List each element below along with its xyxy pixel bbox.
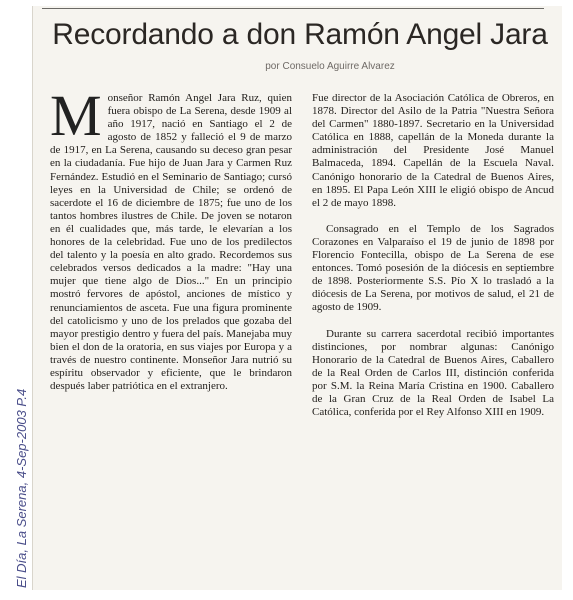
article-text: onseñor Ramón Angel Jara Ruz, quien fuera obispo de La Serena, desde 1909 al año 1917, nació en Santiago el 2 de agosto de 1852 y falleció el 9 de marzo de 1917, en La Serena, causando su deceso gran pesar en la ciudadanía. Fue hijo de Juan Jara y Carmen Ruz Fernández. Estudió en el Seminario de Santiago; cursó leyes en la Universidad de Chile; se ordenó de sacerdote el 16 de diciembre de 1875; fue uno de los tantos hombres ilustres de Chile. De joven se notaron en él cualidades que, más tarde, le elevarían a los honores de la celebridad. Fue uno de los predilectos del talento y la poesía en alto grado. Recordemos sus celebrados versos dedicados a la madre: "Hay una mujer que tiene algo de Dios..." En un principio mostró fervores de apóstol, anciones de místico y renunciamientos de asceta. Fue una figura prominente del catolicismo y uno de los prelados que gozaba del mayor prestigio dentro y fuera del país. Manejaba muy bien el don de la oratoria, en sus viajes por Europa y a través de nuestro continente. Monseñor Jara nutrió su espíritu observador y eficiente, que le brindaron después laber patriótica en el extranjero. [50, 92, 292, 393]
article-column-right [312, 92, 554, 432]
article-paragraph: Consagrado en el Templo de los Sagrados Corazones en Valparaíso el 19 de junio de 1898 por Florencio Fontecilla, obispo de La Serena de ese entonces. Tomó posesión de la diócesis en septiembre de 1898. Posteriormente S.S. Pío X lo trasladó a la diócesis de La Serena, por motivos de salud, el 21 de agosto de 1909. [312, 222, 554, 314]
article-column-left [50, 83, 292, 393]
article-title: Recordando a don Ramón Angel Jara [52, 18, 548, 51]
article-byline: por Consuelo Aguirre Alvarez [265, 61, 395, 72]
article-paragraph: Fue director de la Asociación Católica de Obreros, en 1878. Director del Asilo de la Patria "Nuestra Señora del Carmen" 1880-1897. Secretario en la Universidad Católica en 1888, capellán de la Moneda durante la administración del Presidente José Manuel Balmaceda, 1894. Capellán de la Escuela Naval. Canónigo honorario de la Catedral de Buenos Aires, en 1895. El Papa León XIII le eligió obispo de Ancud el 2 de mayo 1898. [312, 92, 554, 209]
drop-cap: M [50, 83, 102, 148]
handwritten-source-note: El Día, La Serena, 4-Sep-2003 P.4 [14, 388, 29, 588]
article-paragraph [50, 83, 292, 393]
article-paragraph: Durante su carrera sacerdotal recibió importantes distinciones, por nombrar algunas: Canónigo Honorario de la Catedral de Buenos Aires, Caballero de la Real Orden de Carlos III, distinción conferida por S.M. la Reina María Cristina en 1900. Caballero de la Gran Cruz de la Real Orden de Isabel La Católica, conferida por el Rey Alfonso XIII en 1909. [312, 327, 554, 419]
top-rule [42, 8, 544, 9]
